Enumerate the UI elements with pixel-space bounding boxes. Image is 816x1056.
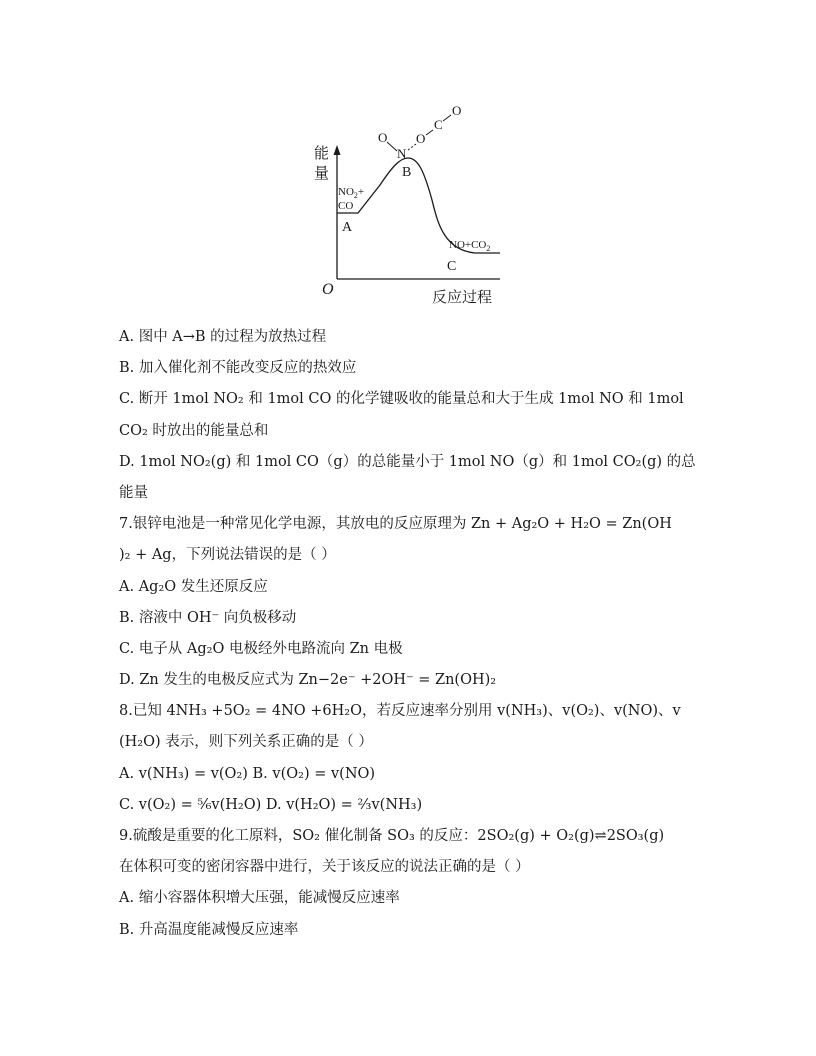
ts-carbon: C <box>434 117 443 132</box>
origin-label: O <box>322 281 334 298</box>
option-7c: C. 电子从 Ag₂O 电极经外电路流向 Zn 电极 <box>119 640 403 657</box>
state-c-label: C <box>447 259 457 274</box>
ts-oxygen-1: O <box>378 130 388 145</box>
option-6d-line2: 能量 <box>119 484 148 501</box>
y-axis-label-1: 能 <box>314 144 330 162</box>
products-label: $NO+CO_2$ <box>449 239 491 253</box>
options-8ab: A. v(NH₃) = v(O₂) B. v(O₂) = v(NO) <box>119 765 376 782</box>
ts-bond-1 <box>387 142 397 151</box>
option-6c-line2: CO₂ 时放出的能量总和 <box>119 422 269 439</box>
ts-bond-2 <box>408 144 416 150</box>
option-6a: A. 图中 A→B 的过程为放热过程 <box>119 329 327 345</box>
y-axis-label-2: 量 <box>314 164 330 182</box>
ts-bond-3 <box>426 130 433 135</box>
option-7a: A. Ag₂O 发生还原反应 <box>119 578 268 595</box>
option-6d-line1: D. 1mol NO₂(g) 和 1mol CO（g）的总能量小于 1mol NO（g）和 1mol CO₂(g) 的总 <box>119 453 696 470</box>
option-7d: D. Zn 发生的电极反应式为 Zn−2e⁻ +2OH⁻ = Zn(OH)₂ <box>119 672 497 689</box>
ts-oxygen-3: O <box>452 103 462 118</box>
option-7b: B. 溶液中 OH⁻ 向负极移动 <box>119 609 297 626</box>
question-7-line1: 7.银锌电池是一种常见化学电源，其放电的反应原理为 Zn + Ag₂O + H₂O = Zn(OH <box>119 516 672 533</box>
option-9b: B. 升高温度能减慢反应速率 <box>119 921 299 938</box>
y-axis-arrow <box>334 145 341 155</box>
ts-oxygen-2: O <box>416 131 426 146</box>
question-text <box>119 322 719 946</box>
x-axis-label: 反应过程 <box>432 288 493 306</box>
option-9a: A. 缩小容器体积增大压强，能减慢反应速率 <box>119 890 400 907</box>
question-8-line1: 8.已知 4NH₃ +5O₂ = 4NO +6H₂O，若反应速率分别用 v(NH₃)、v(O₂)、v(NO)、v <box>119 703 681 720</box>
question-7-line2: )₂ + Ag，下列说法错误的是（ ） <box>119 547 336 564</box>
ts-nitrogen: N <box>397 146 407 161</box>
option-6c-line1: C. 断开 1mol NO₂ 和 1mol CO 的化学键吸收的能量总和大于生成 1mol NO 和 1mol <box>119 391 684 408</box>
option-6b: B. 加入催化剂不能改变反应的热效应 <box>119 360 357 377</box>
energy-diagram-svg <box>300 95 530 310</box>
reactants-label-line1: $NO_2+$ <box>338 186 365 200</box>
energy-diagram <box>300 95 530 310</box>
question-9-line2: 在体积可变的密闭容器中进行，关于该反应的说法正确的是（ ） <box>119 859 530 876</box>
state-b-label: B <box>402 165 412 180</box>
reactants-label-line2: CO <box>338 200 354 212</box>
state-a-label: A <box>342 220 353 235</box>
ts-bond-4 <box>443 115 451 121</box>
options-8cd: C. v(O₂) = ⁵⁄₆v(H₂O) D. v(H₂O) = ²⁄₃v(NH₃) <box>119 796 423 813</box>
question-8-line2: (H₂O) 表示，则下列关系正确的是（ ） <box>119 734 373 751</box>
question-9-line1: 9.硫酸是重要的化工原料，SO₂ 催化制备 SO₃ 的反应：2SO₂(g) + O₂(g)⇌2SO₃(g) <box>119 828 665 844</box>
